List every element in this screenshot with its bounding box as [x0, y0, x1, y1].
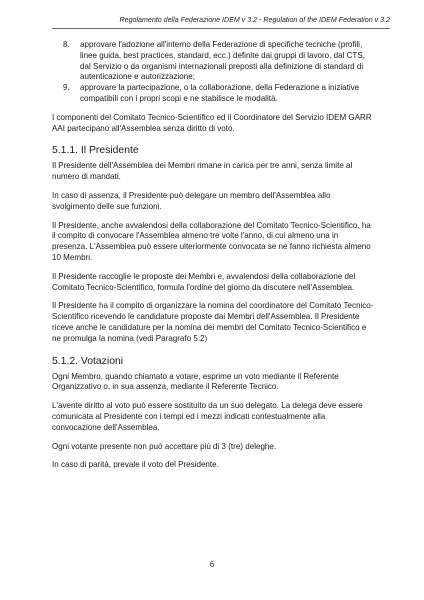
paragraph: In caso di parità, prevale il voto del Presidente.	[52, 460, 219, 470]
paragraph: In caso di assenza, il Presidente può delegare un membro dell'Assemblea allo svolgimento delle sue funzioni.	[52, 190, 331, 211]
intro-paragraph: I componenti del Comitato Tecnico-Scientifico ed il Coordinatore del Servizio IDEM GARR AAI partecipano all'Assemblea senza diritto di voto.	[52, 112, 372, 133]
page-number: 6	[209, 560, 215, 569]
numbered-list	[52, 40, 374, 105]
paragraph: Il Presidente ha il compito di organizzare la nomina del coordinatore del Comitato Tecnico-Scientifico ricevendo le candidature proposte dai Membri dell'Assemblea. Il Presidente riceve anche le candidature per la nomina dei membri del Comitato Tecnico-Scientifico e ne promulga la nomina (vedi Paragrafo 5.2)	[52, 301, 374, 343]
list-item-number: 9.	[63, 83, 70, 93]
list-item-text: approvare l'adozione all'interno della Federazione di specifiche tecniche (profili, linee guida, best practices, standard, ecc.) definite dai gruppi di lavoro, dal CTS, dal Servizio o da organismi internazionali preposti alla definizione di standard di autenticazione e autorizzazione;	[80, 40, 365, 82]
header-rule	[52, 28, 390, 29]
paragraph: Ogni votante presente non può accettare più di 3 (tre) deleghe.	[52, 441, 277, 451]
list-item-number: 8.	[63, 40, 70, 49]
page-body	[52, 40, 374, 471]
running-header: Regolamento della Federazione IDEM v 3.2 - Regulation of the IDEM Federation v 3.2	[119, 16, 390, 24]
paragraph: Il Presidente raccoglie le proposte dei Membri e, avvalendosi della collaborazione del Comitato Tecnico-Scientifico, formula l'ordine del giorno da discutere nell'Assemblea.	[52, 271, 356, 292]
list-item	[52, 83, 374, 105]
section-heading-president: 5.1.1. Il Presidente	[52, 145, 139, 157]
list-item-text: approvare la partecipazione, o la collaborazione, della Federazione a iniziative compatibili con i propri scopi e ne stabilisce le modalità.	[80, 83, 360, 103]
paragraph: L'avente diritto al voto può essere sostituito da un suo delegato. La delega deve essere comunicata al Presidente con i tempi ed i mezzi indicati contestualmente alla convocazione dell'Assemblea.	[52, 401, 363, 432]
section-heading-votes: 5.1.2. Votazioni	[52, 355, 124, 367]
paragraph: Il Presidente, anche avvalendosi della collaborazione del Comitato Tecnico-Scientifico, ha il compito di convocare l'Assemblea almeno tre volte l'anno, di cui almeno una in presenza. L'Assemblea può essere ulteriormente convocata se ne fanno richiesta almeno 10 Membri.	[52, 220, 371, 262]
paragraph: Ogni Membro, quando chiamato a votare, esprime un voto mediante il Referente Organizzativo o, in sua assenza, mediante il Referente Tecnico.	[52, 371, 339, 392]
paragraph: Il Presidente dell'Assemblea dei Membri rimane in carica per tre anni, senza limite al numero di mandati.	[52, 161, 353, 182]
list-item	[52, 40, 374, 83]
